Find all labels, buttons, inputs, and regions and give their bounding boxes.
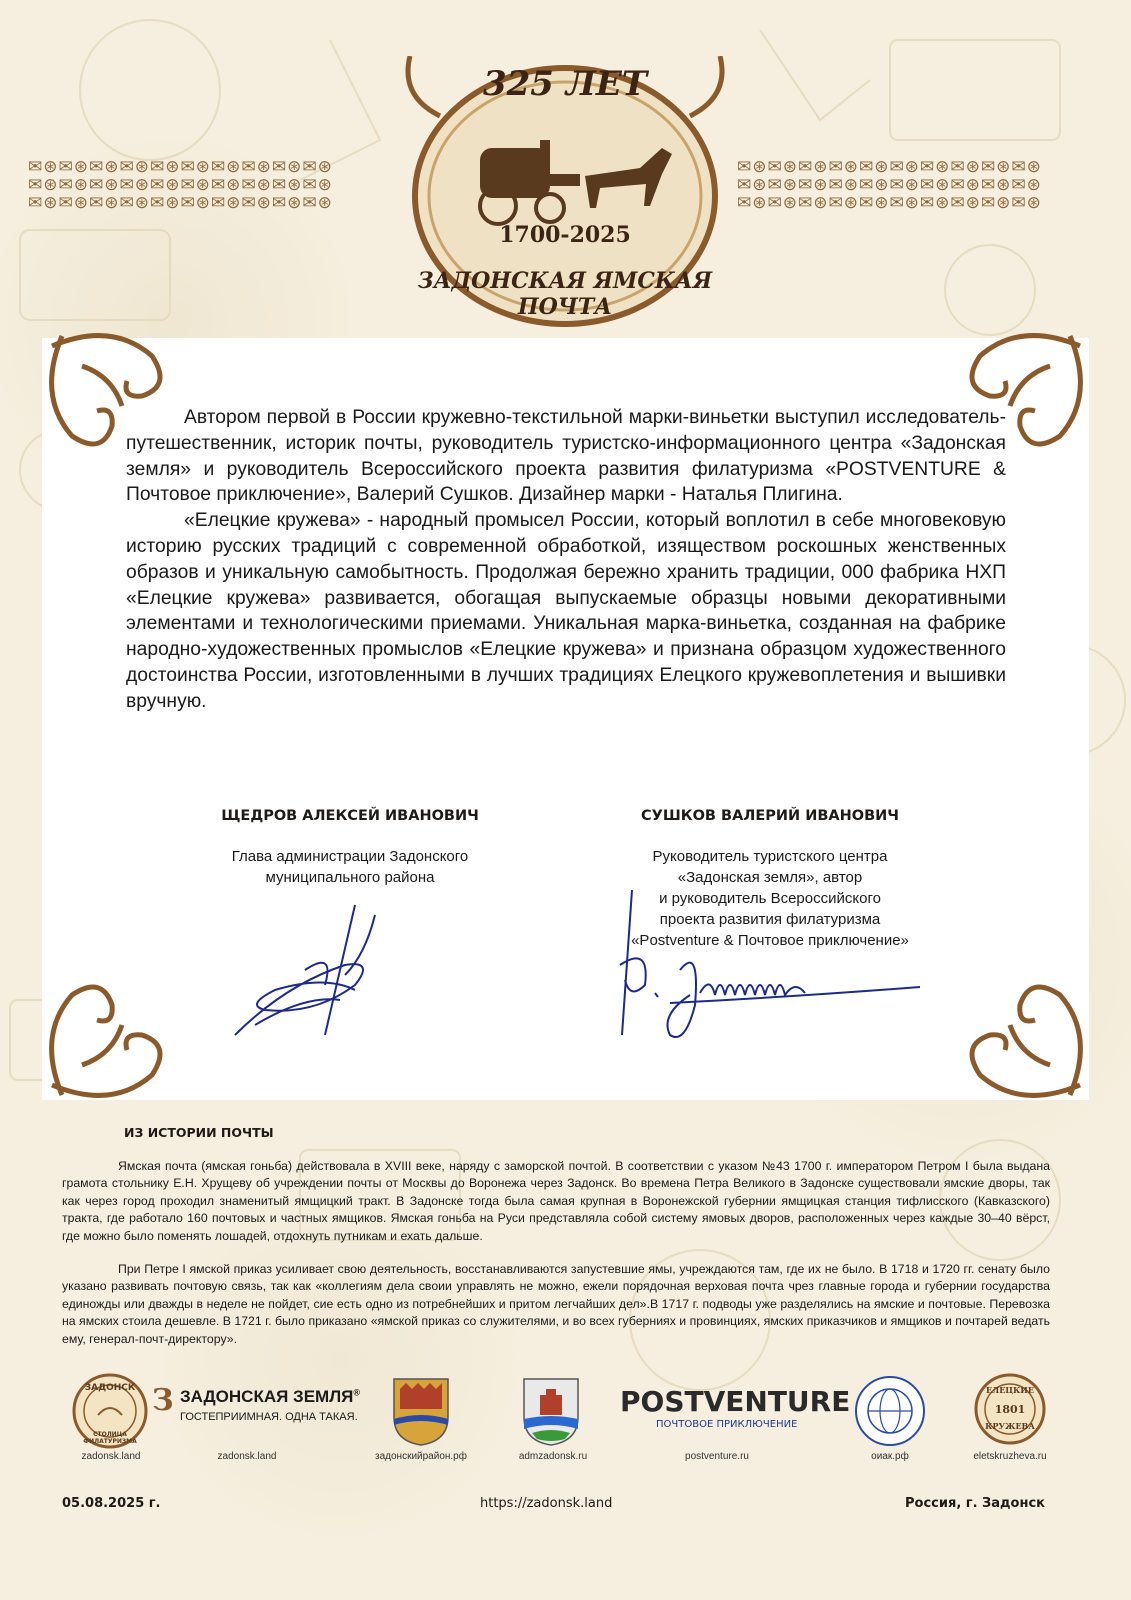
logo-caption-zadonsk-land-2: zadonsk.land xyxy=(217,1451,277,1462)
rgo-globe-logo-icon xyxy=(850,1375,930,1445)
eletskie-kruzheva-seal-icon: ЕЛЕЦКИЕ 1801 КРУЖЕВА xyxy=(970,1375,1050,1445)
signature-1-icon xyxy=(225,895,415,1045)
history-text-block xyxy=(62,1158,1050,1364)
footer-website-link[interactable]: https://zadonsk.land xyxy=(480,1496,613,1511)
zadonskaya-zemlya-logo-icon: З ЗАДОНСКАЯ ЗЕМЛЯ® ГОСТЕПРИИМНАЯ. ОДНА ТАКАЯ. xyxy=(152,1383,360,1423)
logo-caption-zadonsk-land-1: zadonsk.land xyxy=(81,1451,141,1462)
logo-caption-eletskruzheva: eletskruzheva.ru xyxy=(973,1451,1047,1462)
main-paragraph-2: «Елецкие кружева» - народный промысел России, который воплотил в себе многовековую историю русских традиций с современной обработкой, изяществом роскошных женственных образов и уникальную самобытность. Продолжая бережно хранить традиции, 000 фабрика НХП «Елецкие кружева» развивается, обогащая выпускаемые образцы новыми декоративными элементами и технологическими приемами. Уникальная марка-виньетка, созданная на фабрике народно-художественных промыслов «Елецкие кружева» и признана образцом художественного достоинства России, изготовленными в лучших традициях Елецкого кружевоплетения и вышивки вручную. xyxy=(126,510,1006,712)
left-envelope-ornament: ✉⊛✉⊛✉⊛✉⊛✉⊛✉⊛✉⊛✉⊛✉⊛✉⊛ ✉⊛✉⊛✉⊛✉⊛✉⊛✉⊛✉⊛✉⊛✉⊛✉⊛ ✉⊛✉⊛✉⊛✉⊛✉⊛✉⊛✉⊛✉⊛✉⊛✉⊛ xyxy=(28,158,333,213)
emblem-caption: ЗАДОНСКАЯ ЯМСКАЯ ПОЧТА xyxy=(417,268,713,320)
bottom-left-corner-ornament xyxy=(42,955,192,1105)
postventure-logo-icon: POSTVENTURE ПОЧТОВОЕ ПРИКЛЮЧЕНИЕ xyxy=(620,1385,851,1430)
history-paragraph-1: Ямская почта (ямская гоньба) действовала в XVIII веке, наряду с заморской почтой. В соответствии с указом №43 1700 г. императором Петром I была выдана грамота стольнику Е.Н. Хрущеву об учреждении почты от Москвы до Воронежа через Задонск. Во времена Петра Великого в Задонске существовали ямские дворы, так как через город проходил знаменитый ямщицкий тракт. В Задонске тогда была самая крупная в Воронежской губернии ямщицкая станция тифлисского (Кавказского) тракта, где работало 160 почтовых и частных ямщиков. Ямская гоньба на Руси представляла собой систему ямовых дворов, расположенных через каждые 30–40 вёрст, где можно было поменять лошадей, отдохнуть путникам и ехать дальше. xyxy=(62,1159,1050,1243)
logo-caption-admzadonsk: admzadonsk.ru xyxy=(518,1451,588,1462)
main-text-block xyxy=(126,405,1006,715)
footer-date: 05.08.2025 г. xyxy=(62,1496,161,1511)
signature-2-icon xyxy=(610,885,930,1065)
logo-caption-district: задонскийрайон.рф xyxy=(375,1451,467,1462)
history-title: ИЗ ИСТОРИИ ПОЧТЫ xyxy=(124,1125,274,1140)
history-paragraph-2: При Петре I ямской приказ усиливает свою деятельность, восстанавливаются запустевшие ямы, учреждаются там, где их не было. В 1718 и 1720 гг. сенату было указано развивать почтовую связь, так как «коллегиям дела своии управлять не можно, ежели порядочная верховая почта чрез главные города и губернии государства единожды или дважды в неделе не пойдет, сие есть одно из потребнейших и притом легчайших дел».В 1717 г. подводы уже разделялись на ямские и почтовые. Перевозка на ямских стоила дешевле. В 1721 г. было приказано «ямской приказ со служителями, и во всех губерниях и провинциях, ямских приказчиков и ямщиков и почтарей ведать ему, генерал-почт-директору». xyxy=(62,1262,1050,1346)
zadonsk-philately-seal-icon: ЗАДОНСК СТОЛИЦА ФИЛАТУРИЗМА xyxy=(58,1375,168,1445)
district-coat-of-arms-icon xyxy=(390,1375,460,1445)
logo-caption-oiak: оиак.рф xyxy=(871,1451,909,1462)
footer-place: Россия, г. Задонск xyxy=(905,1496,1045,1511)
signatory-1-name: ЩЕДРОВ АЛЕКСЕЙ ИВАНОВИЧ xyxy=(221,808,479,824)
signatory-1-role: Глава администрации Задонского муниципального района xyxy=(231,848,469,886)
signatory-2-name: СУШКОВ ВАЛЕРИЙ ИВАНОВИЧ xyxy=(641,808,899,824)
town-coat-of-arms-icon xyxy=(520,1375,590,1445)
main-paragraph-1: Автором первой в России кружевно-текстильной марки-виньетки выступил исследователь-путешественник, историк почты, руководитель туристско-информационного центра «Задонская земля» и руководитель Всероссийского проекта развития филатуризма «POSTVENTURE & Почтовое приключение», Валерий Сушков. Дизайнер марки - Наталья Плигина. xyxy=(126,407,1006,506)
anniversary-emblem xyxy=(400,56,730,331)
anniversary-title: 325 ЛЕТ xyxy=(482,64,648,104)
anniversary-years: 1700-2025 xyxy=(499,222,631,248)
bottom-right-corner-ornament xyxy=(940,955,1090,1105)
signatory-2-role: Руководитель туристского центра «Задонская земля», автор и руководитель Всероссийского проекта развития филатуризма «Postventure & Почтовое приключение» xyxy=(631,848,909,949)
logo-caption-postventure: postventure.ru xyxy=(685,1451,749,1462)
right-envelope-ornament: ✉⊛✉⊛✉⊛✉⊛✉⊛✉⊛✉⊛✉⊛✉⊛✉⊛ ✉⊛✉⊛✉⊛✉⊛✉⊛✉⊛✉⊛✉⊛✉⊛✉⊛ ✉⊛✉⊛✉⊛✉⊛✉⊛✉⊛✉⊛✉⊛✉⊛✉⊛ xyxy=(737,158,1042,213)
